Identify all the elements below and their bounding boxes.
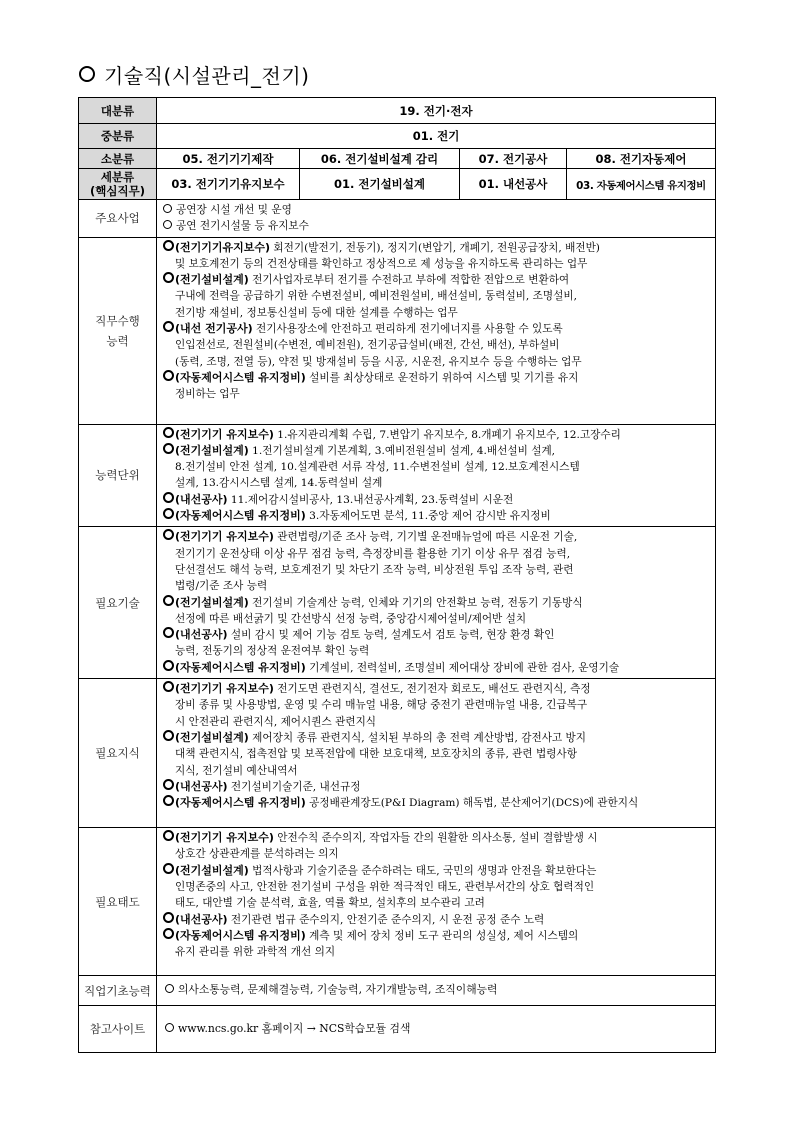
section-continuation-line — [163, 288, 709, 304]
section-text: 전기기기 운전상태 이상 유무 점검 능력, 측정장비를 활용한 기기 이상 유무 점검 능력, — [175, 547, 571, 560]
section-continuation-line — [163, 763, 709, 779]
circle-bullet-icon — [163, 595, 174, 606]
section-heading: (전기기기 유지보수) — [175, 682, 274, 696]
section-heading: (내선공사) — [175, 628, 228, 642]
section-line — [163, 863, 709, 879]
required-skills-row — [79, 527, 716, 679]
circle-bullet-icon — [165, 1023, 174, 1032]
section-text: 11.제어감시설비공사, 13.내선공사계획, 23.동력설비 시운전 — [227, 493, 514, 506]
section-text: 1.유지관리계획 수립, 7.변압기 유지보수, 8.개폐기 유지보수, 12.고장수리 — [273, 428, 621, 441]
list-item: 공연 전기시설물 등 유지보수 — [163, 218, 709, 234]
section-text: 및 보호계전기 등의 건전상태를 확인하고 정상적으로 제 성능을 유지하도록 관리하는 업무 — [175, 257, 588, 270]
job-description-table — [78, 97, 716, 1053]
section-heading: (자동제어시스템 유지정비) — [175, 928, 306, 942]
basic-abilities-row — [79, 976, 716, 1006]
circle-bullet-icon — [163, 627, 174, 638]
job-performance-content — [157, 237, 716, 424]
section-line — [163, 370, 709, 386]
section-line — [163, 928, 709, 944]
section-text: 시 안전관리 관련지식, 제어시퀀스 관련지식 — [175, 715, 377, 728]
section-continuation-line — [163, 879, 709, 895]
minor-class-value: 06. 전기설비설계 감리 — [300, 149, 460, 169]
required-skills-label: 필요기술 — [79, 527, 157, 679]
circle-bullet-icon — [163, 912, 174, 923]
section-line — [163, 443, 709, 459]
section-continuation-line — [163, 895, 709, 911]
main-business-row — [79, 200, 716, 238]
circle-bullet-icon — [165, 984, 174, 993]
section-continuation-line — [163, 578, 709, 594]
section-heading: (전기설비설계) — [175, 273, 249, 287]
section-heading: (내선공사) — [175, 779, 228, 793]
basic-abilities-content: 의사소통능력, 문제해결능력, 기술능력, 자기개발능력, 조직이해능력 — [157, 976, 716, 1006]
section-text: 태도, 대안별 기술 분석력, 효율, 역률 확보, 설치후의 보수관리 고려 — [175, 897, 485, 910]
circle-bullet-icon — [163, 529, 174, 540]
section-text: 인입전선로, 전원설비(수변전, 예비전원), 전기공급설비(배전, 간선, 배선), 부하설비 — [175, 339, 560, 352]
section-text: 전기도면 관련지식, 결선도, 전기전자 회로도, 배선도 관련지식, 측정 — [273, 683, 591, 696]
section-text: 전기방 재설비, 정보통신설비 등에 대한 설계를 수행하는 업무 — [175, 306, 458, 319]
section-continuation-line — [163, 746, 709, 762]
circle-bullet-icon — [163, 443, 174, 454]
minor-class-row — [79, 149, 716, 169]
circle-bullet-icon — [163, 220, 172, 229]
section-line — [163, 492, 709, 508]
section-text: 지식, 전기설비 예산내역서 — [175, 764, 298, 777]
circle-bullet-icon — [163, 370, 174, 381]
section-continuation-line — [163, 643, 709, 659]
section-text: (동력, 조명, 전열 등), 약전 및 방재설비 등을 시공, 시운전, 유지보수 등을 수행하는 업무 — [175, 355, 582, 368]
section-heading: (전기설비설계) — [175, 730, 249, 744]
reference-label: 참고사이트 — [79, 1006, 157, 1053]
section-text: 기계설비, 전력설비, 조명설비 제어대상 장비에 관한 검사, 운영기술 — [305, 661, 620, 674]
major-class-label: 대분류 — [79, 98, 157, 124]
circle-bullet-icon — [163, 681, 174, 692]
middle-class-row — [79, 124, 716, 149]
section-line — [163, 660, 709, 676]
detail-class-value: 01. 내선공사 — [460, 169, 567, 200]
section-line — [163, 272, 709, 288]
section-continuation-line — [163, 459, 709, 475]
section-continuation-line — [163, 256, 709, 272]
section-text: 능력, 전동기의 정상적 운전여부 확인 능력 — [175, 645, 370, 658]
section-line — [163, 529, 709, 545]
label-line: 직무수행 — [95, 313, 140, 328]
section-line — [163, 627, 709, 643]
section-line — [163, 508, 709, 524]
required-attitude-content — [157, 828, 716, 976]
minor-class-value: 05. 전기기기제작 — [157, 149, 300, 169]
section-text: 법령/기준 조사 능력 — [175, 580, 268, 593]
section-continuation-line — [163, 354, 709, 370]
circle-bullet-icon — [163, 272, 174, 283]
section-text: 공정배관계장도(P&I Diagram) 해독법, 분산제어기(DCS)에 관한지식 — [305, 797, 639, 810]
circle-bullet-icon — [163, 779, 174, 790]
required-skills-content — [157, 527, 716, 679]
section-continuation-line — [163, 305, 709, 321]
section-text: 전기설비기술기준, 내선규정 — [227, 780, 361, 793]
job-performance-label — [79, 237, 157, 424]
required-knowledge-label: 필요지식 — [79, 679, 157, 828]
main-business-content — [157, 200, 716, 238]
section-continuation-line — [163, 337, 709, 353]
section-continuation-line — [163, 714, 709, 730]
section-text: 회전기(발전기, 전동기), 정지기(변압기, 개폐기, 전원공급장치, 배전반) — [270, 241, 600, 254]
section-text: 상호간 상관관계를 분석하려는 의지 — [175, 848, 339, 861]
basic-abilities-label: 직업기초능력 — [79, 976, 157, 1006]
circle-bullet-icon — [163, 492, 174, 503]
detail-class-value: 03. 전기기기유지보수 — [157, 169, 300, 200]
circle-bullet-icon — [163, 321, 174, 332]
section-heading: (전기기기 유지보수) — [175, 427, 274, 441]
section-heading: (내선공사) — [175, 492, 228, 506]
section-heading: (전기설비설계) — [175, 443, 249, 457]
section-line — [163, 795, 709, 811]
section-text: 선정에 따른 배선굵기 및 간선방식 선정 능력, 중앙감시제어설비/제어반 설치 — [175, 612, 527, 625]
label-line: 능력 — [106, 333, 129, 348]
section-text: 단선결선도 해석 능력, 보호계전기 및 차단기 조작 능력, 비상전원 투입 조작 능력, 관련 — [175, 563, 574, 576]
required-knowledge-row — [79, 679, 716, 828]
list-item: 공연장 시설 개선 및 운영 — [163, 202, 709, 218]
section-line — [163, 240, 709, 256]
section-text: 3.자동제어도면 분석, 11.중앙 제어 감시반 유지정비 — [305, 510, 551, 523]
middle-class-value: 01. 전기 — [157, 124, 716, 149]
section-heading: (자동제어시스템 유지정비) — [175, 660, 306, 674]
section-text: 전기설비 기술계산 능력, 인체와 기기의 안전확보 능력, 전동기 기동방식 — [248, 596, 583, 609]
detail-class-value: 01. 전기설비설계 — [300, 169, 460, 200]
circle-bullet-icon — [163, 508, 174, 519]
ability-units-row — [79, 424, 716, 527]
section-text: 1.전기설비설계 기본계획, 3.예비전원설비 설계, 4.배선설비 설계, — [248, 444, 556, 457]
section-text: 설계, 13.감시시스템 설계, 14.동력설비 설계 — [175, 477, 383, 490]
section-text: 유지 관리를 위한 과학적 개선 의지 — [175, 946, 336, 959]
circle-bullet-icon — [163, 863, 174, 874]
section-continuation-line — [163, 846, 709, 862]
section-line — [163, 321, 709, 337]
section-text: 장비 종류 및 사용방법, 운영 및 수리 매뉴얼 내용, 해당 중전기 관련매뉴얼 내용, 긴급복구 — [175, 699, 588, 712]
section-heading: (자동제어시스템 유지정비) — [175, 796, 306, 810]
detail-class-label — [79, 169, 157, 200]
detail-class-value: 03. 자동제어시스템 유지정비 — [567, 169, 716, 200]
circle-bullet-icon — [163, 660, 174, 671]
section-text: 전기관련 법규 준수의지, 안전기준 준수의지, 시 운전 공정 준수 노력 — [227, 913, 545, 926]
section-continuation-line — [163, 944, 709, 960]
section-text: 설비를 최상상태로 운전하기 위하여 시스템 및 기기를 유지 — [305, 371, 579, 384]
section-text: 정비하는 업무 — [175, 388, 240, 401]
section-text: 계측 및 제어 장치 정비 도구 관리의 성실성, 제어 시스템의 — [305, 929, 579, 942]
circle-bullet-icon — [79, 66, 95, 82]
minor-class-label: 소분류 — [79, 149, 157, 169]
major-class-value: 19. 전기·전자 — [157, 98, 716, 124]
circle-bullet-icon — [163, 795, 174, 806]
section-text: 안전수칙 준수의지, 작업자들 간의 원활한 의사소통, 설비 결함발생 시 — [273, 832, 598, 845]
section-heading: (전기설비설계) — [175, 595, 249, 609]
required-knowledge-content — [157, 679, 716, 828]
section-text: 설비 감시 및 제어 기능 검토 능력, 설계도서 검토 능력, 현장 환경 확인 — [227, 629, 555, 642]
section-text: 8.전기설비 안전 설계, 10.설계관련 서류 작성, 11.수변전설비 설계, 12.보호계전시스템 — [175, 461, 580, 474]
section-heading: (전기기기 유지보수) — [175, 530, 274, 544]
section-continuation-line — [163, 386, 709, 402]
section-line — [163, 681, 709, 697]
section-line — [163, 427, 709, 443]
detail-class-label-line: (핵심직무) — [90, 184, 145, 198]
required-attitude-row — [79, 828, 716, 976]
section-continuation-line — [163, 546, 709, 562]
section-heading: (자동제어시스템 유지정비) — [175, 509, 306, 523]
section-line — [163, 595, 709, 611]
section-text: 관련법령/기준 조사 능력, 기기별 운전매뉴얼에 따른 시운전 기술, — [273, 531, 578, 544]
section-text: 제어장치 종류 관련지식, 설치된 부하의 총 전력 계산방법, 감전사고 방지 — [248, 731, 586, 744]
circle-bullet-icon — [163, 204, 172, 213]
section-line — [163, 912, 709, 928]
section-text: 대책 관련지식, 접촉전압 및 보폭전압에 대한 보호대책, 보호장치의 종류, 관련 법령사항 — [175, 748, 577, 761]
section-heading: (자동제어시스템 유지정비) — [175, 370, 306, 384]
section-text: 인명존중의 사고, 안전한 전기설비 구성을 위한 적극적인 태도, 관련부서간의 상호 협력적인 — [175, 880, 595, 893]
section-heading: (내선공사) — [175, 912, 228, 926]
section-heading: (내선 전기공사) — [175, 322, 253, 336]
circle-bullet-icon — [163, 427, 174, 438]
middle-class-label: 중분류 — [79, 124, 157, 149]
minor-class-value: 07. 전기공사 — [460, 149, 567, 169]
section-text: 전기사업자로부터 전기를 수전하고 부하에 적합한 전압으로 변환하여 — [248, 274, 570, 287]
section-line — [163, 730, 709, 746]
section-continuation-line — [163, 611, 709, 627]
section-text: 구내에 전력을 공급하기 위한 수변전설비, 예비전원설비, 배선설비, 동력설비, 조명설비, — [175, 290, 577, 303]
main-business-label: 주요사업 — [79, 200, 157, 238]
reference-content: www.ncs.go.kr 홈페이지 → NCS학습모듈 검색 — [157, 1006, 716, 1053]
detail-class-row — [79, 169, 716, 200]
section-text: 법적사항과 기술기준을 준수하려는 태도, 국민의 생명과 안전을 확보한다는 — [248, 864, 597, 877]
circle-bullet-icon — [163, 928, 174, 939]
section-text: 전기사용장소에 안전하고 편리하게 전기에너지를 사용할 수 있도록 — [252, 323, 563, 336]
section-line — [163, 830, 709, 846]
section-heading: (전기설비설계) — [175, 863, 249, 877]
ability-units-content — [157, 424, 716, 527]
section-line — [163, 779, 709, 795]
detail-class-label-line: 세분류 — [100, 170, 135, 184]
section-continuation-line — [163, 475, 709, 491]
section-continuation-line — [163, 562, 709, 578]
ability-units-label: 능력단위 — [79, 424, 157, 527]
major-class-row — [79, 98, 716, 124]
circle-bullet-icon — [163, 240, 174, 251]
circle-bullet-icon — [163, 730, 174, 741]
section-heading: (전기기기 유지보수) — [175, 831, 274, 845]
minor-class-value: 08. 전기자동제어 — [567, 149, 716, 169]
job-performance-row — [79, 237, 716, 424]
required-attitude-label: 필요태도 — [79, 828, 157, 976]
reference-row — [79, 1006, 716, 1053]
section-heading: (전기기기유지보수) — [175, 240, 271, 254]
page-title: 기술직(시설관리_전기) — [79, 60, 310, 89]
circle-bullet-icon — [163, 830, 174, 841]
section-continuation-line — [163, 697, 709, 713]
